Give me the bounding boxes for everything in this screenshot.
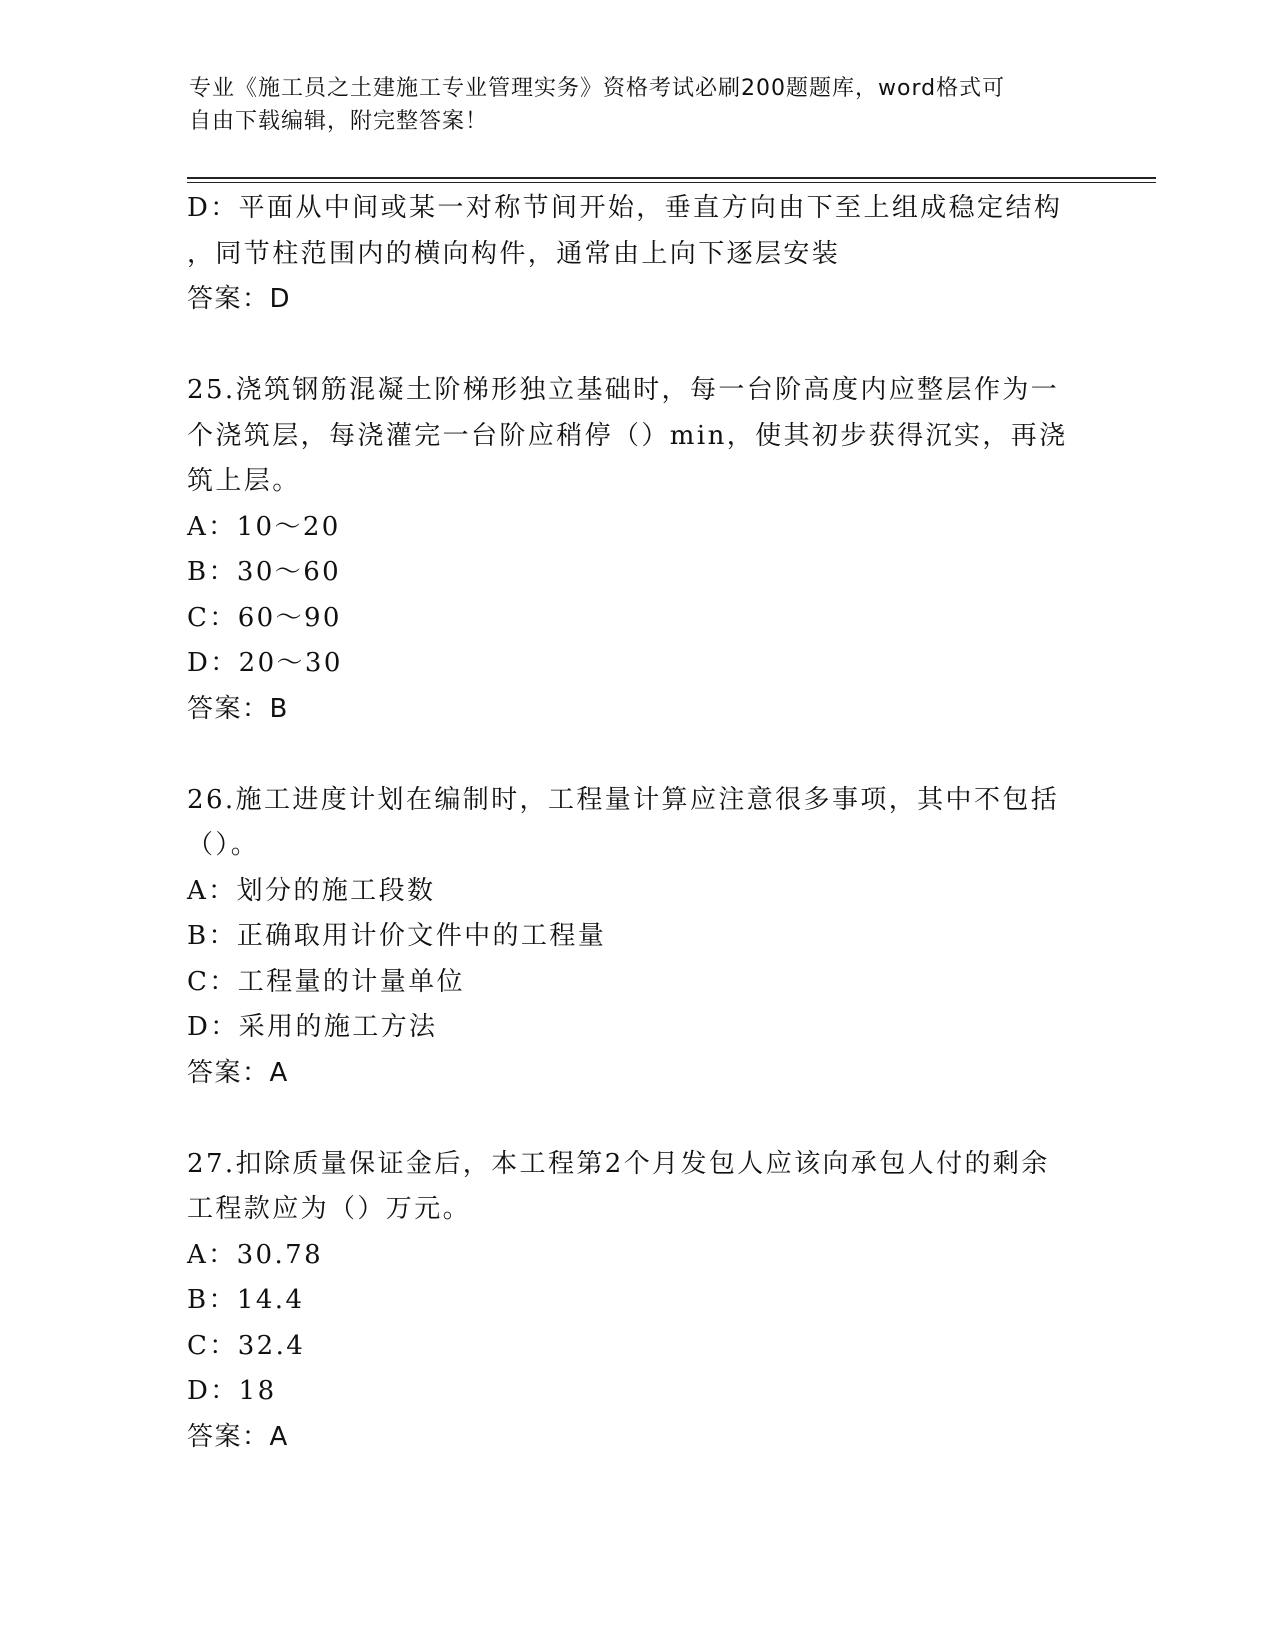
question-25 — [187, 368, 1087, 732]
header-title-line-2: 自由下载编辑，附完整答案！ — [189, 109, 489, 134]
answer: 答案：B — [187, 693, 289, 724]
question-stem-line: 25.浇筑钢筋混凝土阶梯形独立基础时，每一台阶高度内应整层作为一 — [187, 375, 1060, 405]
option-d: D：平面从中间或某一对称节间开始，垂直方向由下至上组成稳定结构 — [187, 193, 1063, 223]
spacer — [187, 732, 1087, 778]
document-body — [187, 186, 1087, 1460]
header-divider-thick — [187, 177, 1156, 179]
document-header — [189, 72, 1089, 138]
option-d: D：18 — [187, 1376, 277, 1406]
option-a: A：10～20 — [187, 511, 341, 542]
option-a: A：划分的施工段数 — [187, 875, 436, 906]
spacer — [187, 1096, 1087, 1142]
question-stem-line: （）。 — [187, 830, 260, 860]
option-d-continuation: ，同节柱范围内的横向构件，通常由上向下逐层安装 — [187, 238, 841, 269]
previous-question-tail — [187, 186, 1087, 323]
option-a: A：30.78 — [187, 1239, 324, 1270]
question-27 — [187, 1142, 1087, 1461]
answer: 答案：A — [187, 1421, 289, 1452]
option-d: D：采用的施工方法 — [187, 1012, 438, 1042]
option-c: C：32.4 — [187, 1330, 306, 1361]
header-divider-thin — [187, 182, 1156, 183]
option-c: C：60～90 — [187, 602, 342, 633]
option-d: D：20～30 — [187, 648, 343, 678]
question-26 — [187, 778, 1087, 1097]
option-c: C：工程量的计量单位 — [187, 966, 465, 997]
question-stem-line: 26.施工进度计划在编制时，工程量计算应注意很多事项，其中不包括 — [187, 784, 1060, 815]
header-title-line-1: 专业《施工员之土建施工专业管理实务》资格考试必刷200题题库，word格式可 — [189, 76, 1006, 101]
question-stem-line: 27.扣除质量保证金后，本工程第2个月发包人应该向承包人付的剩余 — [187, 1148, 1050, 1179]
question-stem-line: 个浇筑层，每浇灌完一台阶应稍停（）min，使其初步获得沉实，再浇 — [187, 420, 1068, 451]
answer: 答案：A — [187, 1057, 289, 1088]
question-stem-line: 筑上层。 — [187, 466, 301, 496]
option-b: B：30～60 — [187, 557, 342, 587]
answer: 答案：D — [187, 284, 292, 314]
spacer — [187, 323, 1087, 369]
option-b: B：14.4 — [187, 1285, 305, 1315]
option-b: B：正确取用计价文件中的工程量 — [187, 921, 607, 951]
question-stem-line: 工程款应为（）万元。 — [187, 1194, 472, 1224]
